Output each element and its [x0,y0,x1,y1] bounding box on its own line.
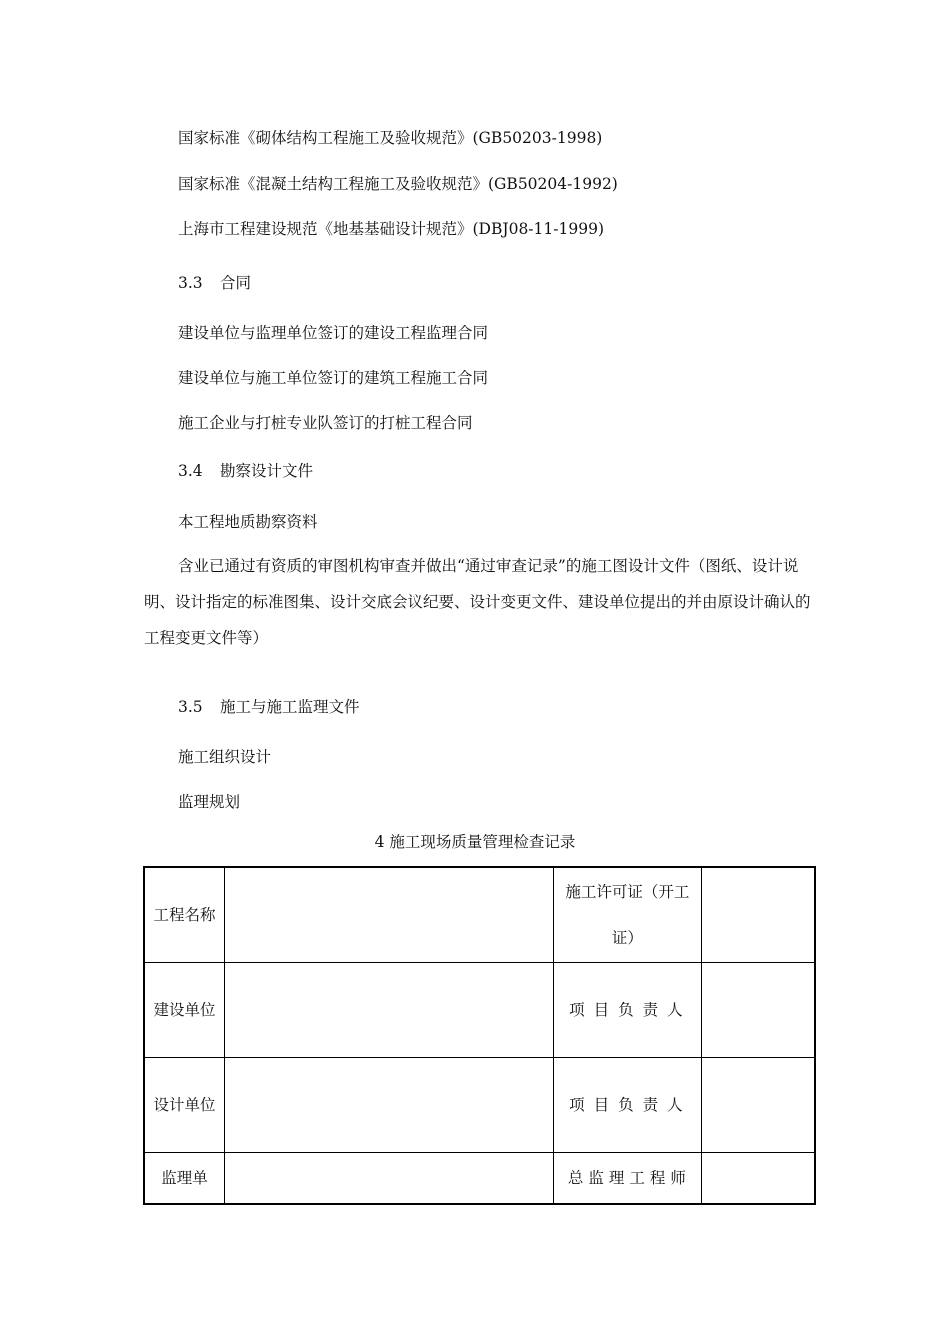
design-line-1: 本工程地质勘察资料 [178,513,318,531]
table-row [144,1153,815,1205]
standard-line-1: 国家标准《砌体结构工程施工及验收规范》(GB50203-1998) [178,129,603,147]
contract-line-2: 建设单位与施工单位签订的建筑工程施工合同 [178,369,489,387]
design-unit-value[interactable] [225,1058,554,1153]
section-3-5-heading [178,697,360,717]
project-name-label: 工程名称 [144,867,225,963]
contract-line-1: 建设单位与监理单位签订的建设工程监理合同 [178,324,489,342]
owner-lead-value[interactable] [701,963,815,1058]
supervision-unit-label: 监理单 [144,1153,225,1205]
section-3-3-heading [178,273,251,293]
section-title: 勘察设计文件 [220,462,314,480]
table-row [144,963,815,1058]
chief-supervisor-value[interactable] [701,1153,815,1205]
section-number: 3.4 [178,462,203,480]
standard-line-3: 上海市工程建设规范《地基基础设计规范》(DBJ08-11-1999) [178,220,604,238]
table-row [144,1058,815,1153]
chief-supervisor-label: 总监理工程师 [554,1153,701,1205]
table-row [144,867,815,963]
owner-unit-value[interactable] [225,963,554,1058]
permit-label: 施工许可证（开工证） [554,867,701,963]
design-unit-label: 设计单位 [144,1058,225,1153]
section-number: 3.5 [178,698,203,716]
owner-lead-label: 项目负责人 [554,963,701,1058]
permit-value[interactable] [701,867,815,963]
quality-check-table [143,866,816,1205]
design-lead-value[interactable] [701,1058,815,1153]
construction-line-2: 监理规划 [178,793,241,811]
design-lead-label: 项目负责人 [554,1058,701,1153]
construction-line-1: 施工组织设计 [178,748,272,766]
section-number: 3.3 [178,274,203,292]
section-title: 施工与施工监理文件 [220,698,360,716]
project-name-value[interactable] [225,867,554,963]
design-paragraph: 含业已通过有资质的审图机构审查并做出“通过审查记录”的施工图设计文件（图纸、设计说明、设计指定的标准图集、设计交底会议纪要、设计变更文件、建设单位提出的并由原设计确认的工程变更文件等） [144,557,811,647]
table-title: 4 施工现场质量管理检查记录 [374,833,576,851]
supervision-unit-value[interactable] [225,1153,554,1205]
section-3-4-heading [178,461,313,481]
owner-unit-label: 建设单位 [144,963,225,1058]
section-title: 合同 [220,274,252,292]
contract-line-3: 施工企业与打桩专业队签订的打桩工程合同 [178,414,473,432]
standard-line-2: 国家标准《混凝土结构工程施工及验收规范》(GB50204-1992) [178,175,618,193]
